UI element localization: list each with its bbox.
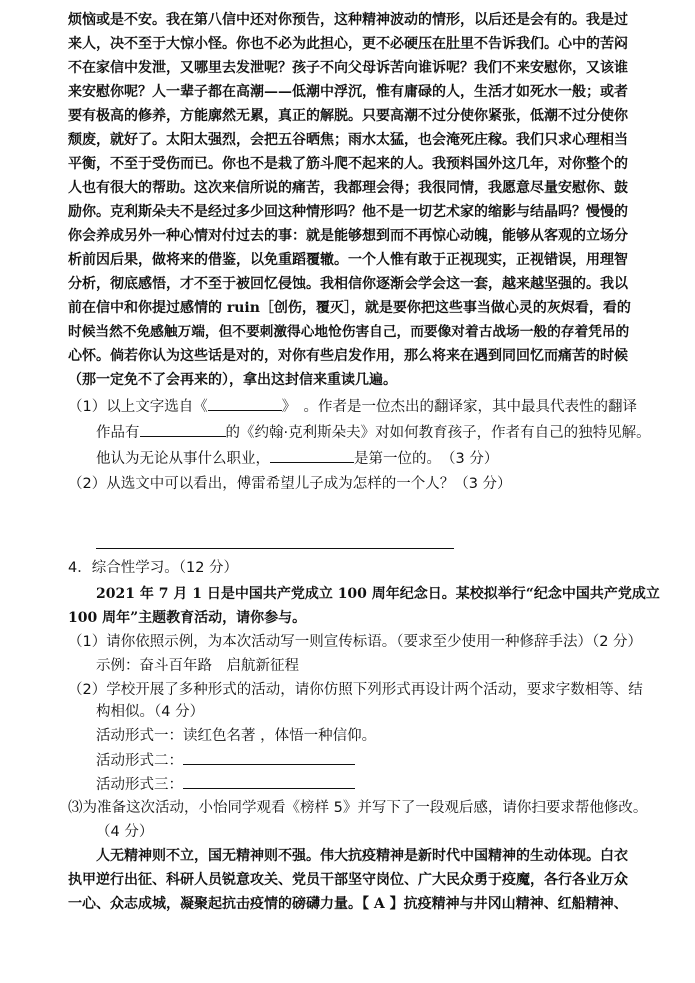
q3-text: （1）以上文字选自《	[68, 399, 208, 415]
essay-line: 执甲逆行出征、科研人员锐意攻关、党员干部坚守岗位、广大民众勇于疫魔，各行各业万众	[68, 872, 628, 888]
passage-line: 心怀。倘若你认为这些话是对的，对你有些启发作用，那么将来在遇到同回忆而痛苦的时候	[68, 348, 628, 364]
passage-line: 分析，彻底感悟，才不至于被回忆侵蚀。我相信你逐渐会学会这一套，越来越坚强的。我以	[68, 276, 628, 292]
passage-line: 要有极高的修养，方能廓然无累，真正的解脱。只要高潮不过分使你紧张，低潮不过分使你	[68, 108, 628, 124]
q3-item1-line2	[96, 422, 651, 443]
q4-sub2: （2）学校开展了多种形式的活动，请你仿照下列形式再设计两个活动，要求字数相等、结	[68, 682, 643, 698]
passage-line: 你会养成另外一种心情对付过去的事：就是能够想到而不再惊心动魄，能够从客观的立场分	[68, 228, 628, 244]
q3-item2: （2）从选文中可以看出，傅雷希望儿子成为怎样的一个人？（3 分）	[68, 476, 512, 492]
answer-blank-book[interactable]	[208, 396, 282, 411]
answer-line-q3-2[interactable]	[96, 548, 454, 549]
activity-label: 活动形式二：	[96, 753, 183, 769]
passage-line: （那一定免不了会再来的），拿出这封信来重读几遍。	[68, 372, 397, 388]
passage-line: 前在信中和你提过感情的 ruin［创伤，覆灭］，就是要你把这些事当做心灵的灰烬看，看的	[68, 300, 631, 316]
answer-blank-priority[interactable]	[270, 448, 354, 463]
answer-blank-works[interactable]	[140, 422, 226, 437]
passage-line: 析前因后果，做将来的借鉴，以免重蹈覆辙。一个人惟有敢于正视现实，正视错误，用理智	[68, 252, 628, 268]
passage-line: 人也有很大的帮助。这次来信所说的痛苦，我都理会得；我很同情，我愿意尽量安慰你、鼓	[68, 180, 628, 196]
q3-item1-line1	[68, 396, 637, 417]
q4-sub3: （4 分）	[96, 824, 154, 840]
passage-line: 烦恼或是不安。我在第八信中还对你预告，这种精神波动的情形，以后还是会有的。我是过	[68, 12, 628, 28]
q4-sub2: 构相似。（4 分）	[96, 704, 205, 720]
passage-line: 平衡，不至于受伤而已。你也不是栽了筋斗爬不起来的人。我预料国外这几年，对你整个的	[68, 156, 628, 172]
passage-line: 颓废，就好了。太阳太强烈，会把五谷晒焦；雨水太猛，也会淹死庄稼。我们只求心理相当	[68, 132, 628, 148]
passage-line: 不在家信中发泄，又哪里去发泄呢？孩子不向父母诉苦向谁诉呢？我们不来安慰你，又该谁	[68, 60, 628, 76]
q3-text: 》 。作者是一位杰出的翻译家，其中最具代表性的翻译	[281, 399, 637, 415]
q4-intro: 2021 年 7 月 1 日是中国共产党成立 100 周年纪念日。某校拟举行“纪念中国共产党成立	[96, 586, 660, 602]
answer-blank-form2[interactable]	[183, 750, 355, 765]
activity-label: 活动形式三：	[96, 777, 183, 793]
q3-item1-line3	[96, 448, 498, 469]
essay-line: 一心、众志成城，凝聚起抗击疫情的磅礴力量。【 A 】抗疫精神与井冈山精神、红船精神、	[68, 896, 628, 912]
passage-line: 时候当然不免感触万端，但不要刺激得心地怆伤害自己，而要像对着古战场一般的存着凭吊的	[68, 324, 630, 340]
q3-text: 是第一位的。 （3 分）	[354, 451, 499, 467]
q4-sub1: （1）请你依照示例，为本次活动写一则宣传标语。（要求至少使用一种修辞手法）（2 分）	[68, 634, 643, 650]
q4-sub1-example: 示例：奋斗百年路 启航新征程	[96, 658, 299, 674]
activity-form-2	[96, 750, 355, 771]
essay-line: 人无精神则不立，国无精神则不强。伟大抗疫精神是新时代中国精神的生动体现。白衣	[96, 848, 628, 864]
q3-text: 他认为无论从事什么职业，	[96, 451, 270, 467]
passage-line: 励你。克利斯朵夫不是经过多少回这种情形吗？他不是一切艺术家的缩影与结晶吗？慢慢的	[68, 204, 628, 220]
passage-line: 来安慰你呢？人一辈子都在高潮——低潮中浮沉，惟有庸碌的人，生活才如死水一般；或者	[68, 84, 628, 100]
answer-blank-form3[interactable]	[183, 774, 355, 789]
passage-line: 来人，决不至于大惊小怪。你也不必为此担心，更不必硬压在肚里不告诉我们。心中的苦闷	[68, 36, 628, 52]
q4-sub3: ⑶为准备这次活动，小怡同学观看《榜样 5》并写下了一段观后感，请你扫要求帮他修改。	[68, 800, 648, 816]
q4-heading: 4．综合性学习。（12 分）	[68, 560, 239, 576]
q3-text: 作品有	[96, 425, 140, 441]
q3-text: 的《约翰·克利斯朵夫》对如何教育孩子，作者有自己的独特见解。	[225, 425, 651, 441]
activity-form-1: 活动形式一：读红色名著 ，体悟一种信仰。	[96, 728, 377, 744]
q4-intro: 100 周年”主题教育活动，请你参与。	[68, 610, 307, 626]
activity-form-3	[96, 774, 355, 795]
